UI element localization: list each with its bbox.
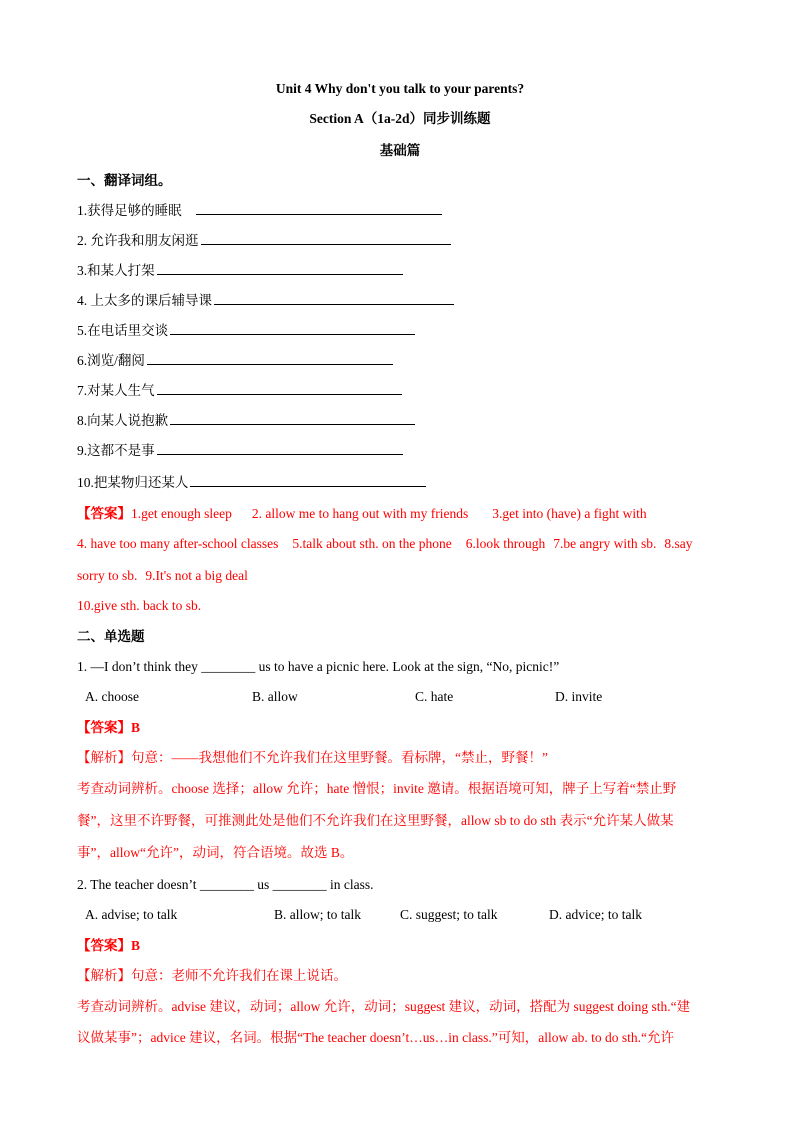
option-d: D. advice; to talk bbox=[549, 907, 642, 922]
page-title: Unit 4 Why don't you talk to your parents? bbox=[275, 81, 525, 96]
translation-item: 3.和某人打架 bbox=[77, 262, 740, 280]
translation-item: 10.把某物归还某人 bbox=[77, 474, 740, 492]
question-answer: 【答案】B bbox=[77, 938, 141, 953]
answer-blank bbox=[157, 382, 402, 395]
answer-line: 4. have too many after-school classes 5.talk about sth. on the phone 6.look through 7.be angry with sb. 8.say bbox=[77, 536, 693, 551]
option-b: B. allow bbox=[252, 689, 298, 704]
answer-blank bbox=[157, 442, 403, 455]
answer-blank bbox=[170, 412, 415, 425]
answer-blank bbox=[214, 292, 454, 305]
level-label: 基础篇 bbox=[379, 143, 421, 158]
answer-blank bbox=[190, 474, 426, 487]
part1-heading: 一、翻译词组。 bbox=[77, 173, 172, 188]
page-subtitle: Section A（1a-2d）同步训练题 bbox=[309, 111, 491, 126]
explanation-line: 考查动词辨析。choose 选择；allow 允许；hate 憎恨；invite 邀请。根据语境可知，牌子上写着“禁止野 bbox=[77, 781, 677, 796]
option-a: A. choose bbox=[85, 689, 139, 704]
translation-item: 9.这都不是事 bbox=[77, 442, 740, 460]
question-stem: 2. The teacher doesn’t ________ us ________ in class. bbox=[77, 877, 374, 892]
explanation-line: 【解析】句意：——我想他们不允许我们在这里野餐。看标牌，“禁止，野餐！” bbox=[77, 750, 548, 765]
answer-blank bbox=[201, 232, 451, 245]
answer-blank bbox=[147, 352, 393, 365]
translation-item: 2. 允许我和朋友闲逛 bbox=[77, 232, 740, 250]
explanation-line: 议做某事”；advice 建议，名词。根据“The teacher doesn’t…us…in class.”可知，allow ab. to do sth.“允许 bbox=[77, 1030, 675, 1045]
translation-item: 7.对某人生气 bbox=[77, 382, 740, 400]
answer-blank bbox=[157, 262, 403, 275]
explanation-line: 事”，allow“允许”，动词，符合语境。故选 B。 bbox=[77, 845, 354, 860]
option-c: C. hate bbox=[415, 689, 454, 704]
part2-heading: 二、单选题 bbox=[77, 629, 145, 644]
answer-blank bbox=[196, 202, 442, 215]
option-d: D. invite bbox=[555, 689, 603, 704]
answer-blank bbox=[170, 322, 415, 335]
question-answer: 【答案】B bbox=[77, 720, 141, 735]
translation-item: 4. 上太多的课后辅导课 bbox=[77, 292, 740, 310]
translation-item: 1.获得足够的睡眠 bbox=[77, 202, 740, 220]
explanation-line: 【解析】句意：老师不允许我们在课上说话。 bbox=[77, 968, 347, 983]
explanation-line: 考查动词辨析。advise 建议，动词；allow 允许，动词；suggest 建议，动词，搭配为 suggest doing sth.“建 bbox=[77, 999, 691, 1014]
answer-line: 【答案】1.get enough sleep 2. allow me to hang out with my friends 3.get into (have) a fight with bbox=[77, 506, 647, 521]
answer-line: sorry to sb. 9.It's not a big deal bbox=[77, 568, 248, 583]
question-stem: 1. —I don’t think they ________ us to have a picnic here. Look at the sign, “No, picnic!” bbox=[77, 659, 560, 674]
translation-item: 5.在电话里交谈 bbox=[77, 322, 740, 340]
answer-label: 【答案】 bbox=[77, 506, 131, 521]
option-c: C. suggest; to talk bbox=[400, 907, 498, 922]
translation-item: 6.浏览/翻阅 bbox=[77, 352, 740, 370]
option-b: B. allow; to talk bbox=[274, 907, 361, 922]
translation-item: 8.向某人说抱歉 bbox=[77, 412, 740, 430]
explanation-line: 餐”，这里不许野餐，可推测此处是他们不允许我们在这里野餐，allow sb to do sth 表示“允许某人做某 bbox=[77, 813, 674, 828]
answer-line: 10.give sth. back to sb. bbox=[77, 598, 202, 613]
option-a: A. advise; to talk bbox=[85, 907, 178, 922]
